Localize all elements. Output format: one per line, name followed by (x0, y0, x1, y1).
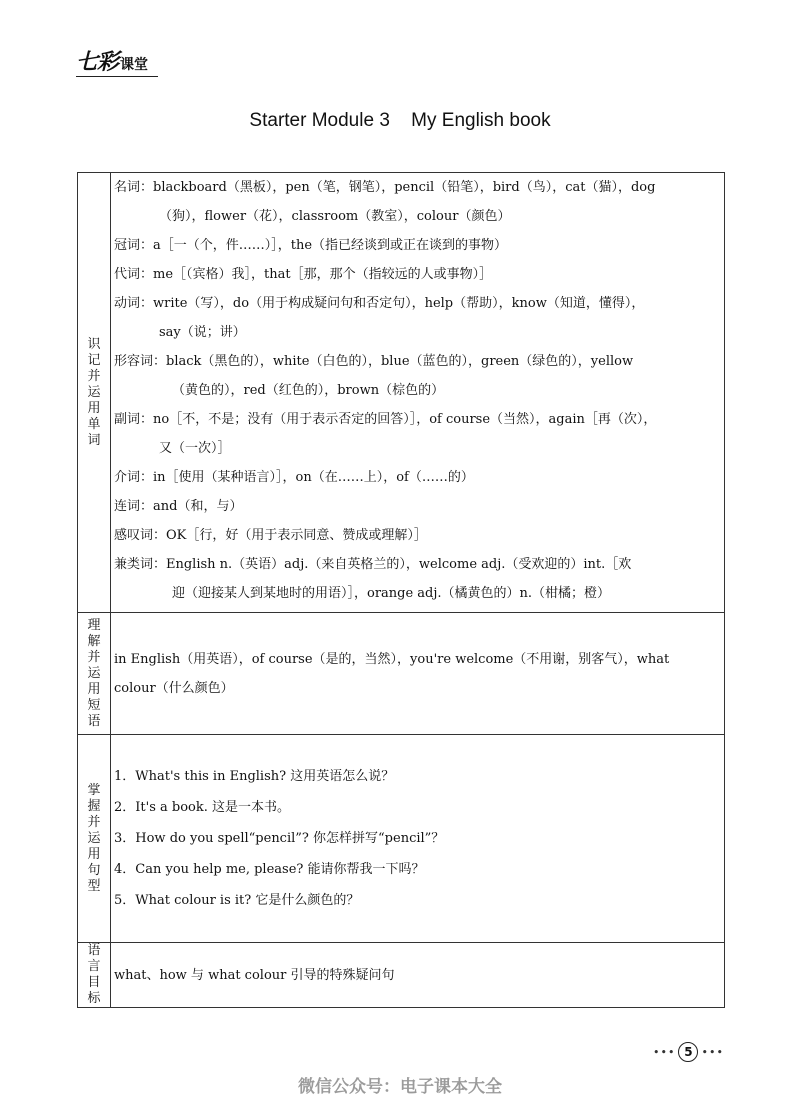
logo-big-text: 七彩 (76, 50, 119, 75)
text-line: （狗），flower（花），classroom（教室），colour（颜色） (159, 209, 511, 224)
text-line: say（说；讲） (159, 325, 246, 340)
text-line: 兼类词：English n.（英语）adj.（来自英格兰的），welcome adj.（受欢迎的）int.［欢 (114, 557, 632, 572)
section-content-words (111, 173, 725, 613)
logo-small-text: 课堂 (120, 57, 149, 73)
text-line: 2．It's a book. 这是一本书。 (114, 800, 291, 815)
text-line: 连词：and（和，与） (114, 499, 243, 514)
page-number-value: 5 (678, 1042, 698, 1062)
logo-underline (76, 76, 158, 77)
watermark: 微信公众号：电子课本大全 (298, 1077, 502, 1097)
section-label: 识记并运用单词 (78, 173, 111, 613)
text-line: 冠词：a［一（个，件……）］，the（指已经谈到或正在谈到的事物） (114, 238, 508, 253)
section-content-sentences (111, 735, 725, 943)
text-line: 感叹词：OK［行，好（用于表示同意、赞成或理解）］ (114, 528, 427, 543)
text-line: 5．What colour is it? 它是什么颜色的？ (114, 893, 360, 908)
text-line: 4．Can you help me, please? 能请你帮我一下吗？ (114, 862, 425, 877)
table-row-goals (78, 943, 725, 1008)
page-dots-left: ••• (653, 1045, 676, 1059)
logo (76, 52, 148, 74)
text-line: 介词：in［使用（某种语言）］，on（在……上），of（……的） (114, 470, 474, 485)
text-line: 副词：no［不，不是；没有（用于表示否定的回答）］，of course（当然），again［再（次）， (114, 412, 657, 427)
section-label: 语言目标 (78, 943, 111, 1008)
table-row-words (78, 173, 725, 613)
page-title (0, 110, 800, 132)
text-line: 动词：write（写），do（用于构成疑问句和否定句），help（帮助），know（知道，懂得）， (114, 296, 645, 311)
page-dots-right: ••• (701, 1045, 724, 1059)
module-title: My English book (411, 110, 551, 131)
text-line: 迎（迎接某人到某地时的用语）］，orange adj.（橘黄色的）n.（柑橘；橙） (172, 586, 611, 601)
text-line: colour（什么颜色） (114, 680, 234, 696)
text-line: in English（用英语），of course（是的，当然），you're welcome（不用谢，别客气），what (114, 651, 670, 667)
text-line: 1．What's this in English? 这用英语怎么说？ (114, 769, 395, 784)
text-line: 形容词：black（黑色的），white（白色的），blue（蓝色的），green（绿色的），yellow (114, 354, 634, 369)
summary-table (77, 172, 725, 1008)
text-line: （黄色的），red（红色的），brown（棕色的） (172, 383, 445, 398)
section-label: 掌握并运用句型 (78, 735, 111, 943)
text-line: 3．How do you spell“pencil”? 你怎样拼写“pencil”？ (114, 831, 445, 846)
module-name: Starter Module 3 (249, 110, 390, 131)
table-row-phrases (78, 613, 725, 735)
section-content-phrases (111, 613, 725, 735)
text-line: 名词：blackboard（黑板），pen（笔，钢笔），pencil（铅笔），bird（鸟），cat（猫），dog (114, 180, 656, 195)
text-line: 代词：me［（宾格）我］，that［那，那个（指较远的人或事物）］ (114, 267, 493, 282)
table-row-sentences (78, 735, 725, 943)
page-number (653, 1042, 724, 1062)
section-label: 理解并运用短语 (78, 613, 111, 735)
text-line: 又（一次）］ (159, 441, 231, 456)
section-content-goals (111, 943, 725, 1008)
text-line: what、how 与 what colour 引导的特殊疑问句 (114, 967, 395, 983)
